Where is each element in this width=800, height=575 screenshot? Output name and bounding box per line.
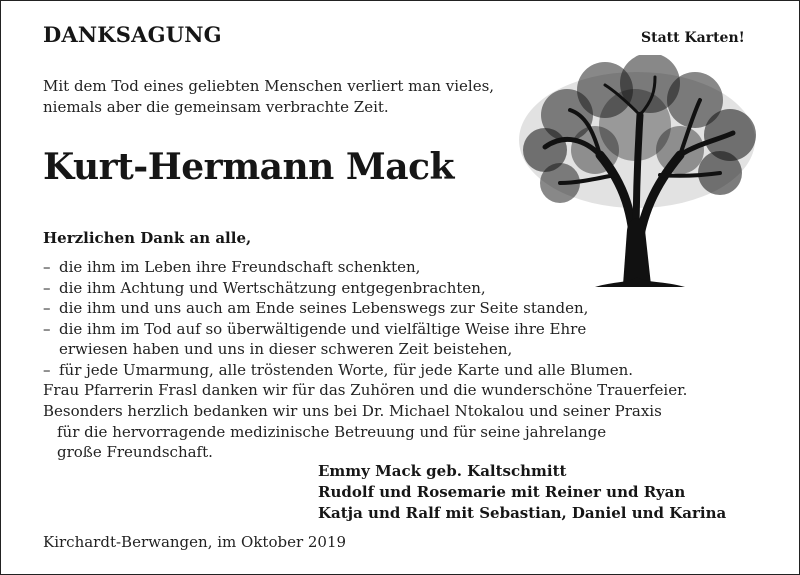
doctor-paragraph: [43, 401, 662, 463]
list-item: [43, 319, 633, 360]
paragraph-line: große Freundschaft.: [57, 443, 213, 461]
thanks-heading: Herzlichen Dank an alle,: [43, 229, 252, 247]
signer-line: Katja und Ralf mit Sebastian, Daniel und Karina: [318, 504, 727, 522]
intro-line: Mit dem Tod eines geliebten Menschen verliert man vieles,: [43, 77, 495, 95]
deceased-name: Kurt-Hermann Mack: [43, 146, 454, 188]
signer-line: Emmy Mack geb. Kaltschmitt: [318, 462, 567, 480]
list-item: – die ihm im Leben ihre Freundschaft schenkten,: [43, 257, 633, 278]
paragraph-line: für die hervorragende medizinische Betreuung und für seine jahrelange: [57, 422, 607, 441]
list-item: – die ihm und uns auch am Ende seines Lebenswegs zur Seite standen,: [43, 298, 633, 319]
list-item-continuation: erwiesen haben und uns in dieser schweren Zeit beistehen,: [59, 340, 513, 358]
tree-illustration: [505, 55, 770, 290]
intro-line: niemals aber die gemeinsam verbrachte Zeit.: [43, 98, 389, 116]
thanks-list: [43, 257, 633, 380]
list-item: – für jede Umarmung, alle tröstenden Worte, für jede Karte und alle Blumen.: [43, 360, 633, 381]
list-item-line: – die ihm im Tod auf so überwältigende und vielfältige Weise ihre Ehre: [59, 319, 587, 338]
list-item: – die ihm Achtung und Wertschätzung entgegenbrachten,: [43, 278, 633, 299]
place-date: Kirchardt-Berwangen, im Oktober 2019: [43, 533, 347, 551]
signer-line: Rudolf und Rosemarie mit Reiner und Ryan: [318, 483, 686, 501]
paragraph-line: Besonders herzlich bedanken wir uns bei Dr. Michael Ntokalou und seiner Praxis: [43, 402, 662, 420]
signers-block: [318, 461, 726, 524]
intro-quote: [43, 76, 494, 118]
notice-heading: DANKSAGUNG: [43, 22, 222, 47]
pastor-paragraph: Frau Pfarrerin Frasl danken wir für das Zuhören und die wunderschöne Trauerfeier.: [43, 381, 688, 399]
statt-karten-label: Statt Karten!: [641, 30, 745, 46]
